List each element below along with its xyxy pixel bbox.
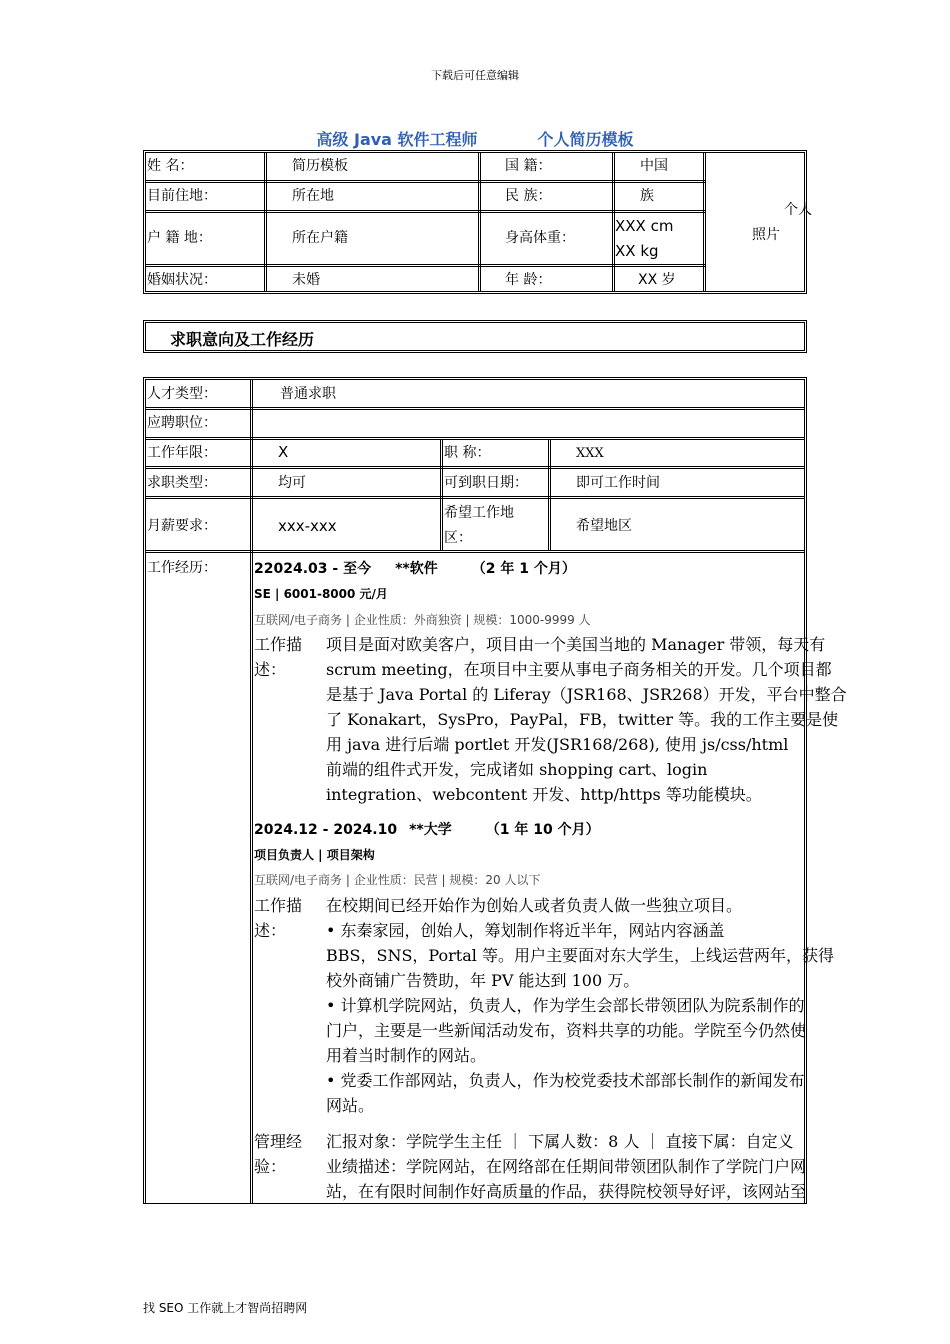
- job2-desc-line: • 党委工作部网站，负责人，作为校党委技术部部长制作的新闻发布: [326, 1071, 805, 1090]
- job-type-value: 均可: [278, 475, 306, 491]
- job2-desc-label: [254, 893, 318, 943]
- age-value: XX 岁: [638, 272, 676, 288]
- page-title: [0, 127, 950, 150]
- job-title-label: 职 称：: [444, 445, 491, 461]
- job2-desc-line: • 东秦家园，创始人，筹划制作将近半年，网站内容涵盖: [326, 921, 725, 940]
- salary-value: xxx-xxx: [278, 517, 337, 535]
- job-title-value: XXX: [576, 446, 604, 461]
- hukou-value: 所在户籍: [292, 230, 348, 246]
- job-type-label: 求职类型：: [147, 475, 217, 491]
- work-area-label-2: 区：: [444, 530, 472, 546]
- position-label: 应聘职位：: [147, 415, 217, 431]
- name-value: 简历模板: [292, 158, 348, 174]
- talent-type-label: 人才类型：: [147, 386, 217, 402]
- mgmt-label-2: 验：: [254, 1157, 287, 1176]
- job2-desc-line: • 计算机学院网站，负责人，作为学生会部长带领团队为院系制作的: [326, 996, 805, 1015]
- job1-desc-line: scrum meeting，在项目中主要从事电子商务相关的开发。几个项目都: [326, 660, 832, 679]
- mgmt-line: 站，在有限时间制作好高质量的作品，获得院校领导好评，该网站至: [326, 1182, 807, 1201]
- job2-desc-line: 用着当时制作的网站。: [326, 1046, 487, 1065]
- job1-header: [254, 558, 576, 578]
- job1-desc-line: 是基于 Java Portal 的 Liferay（JSR168、JSR268）开发，平台中整合: [326, 685, 847, 704]
- title-part-1: 高级 Java 软件工程师: [316, 130, 478, 149]
- residence-value: 所在地: [292, 188, 334, 204]
- header-note: 下载后可任意编辑: [431, 69, 519, 82]
- job2-header: [254, 819, 600, 839]
- job2-desc-line: BBS，SNS，Portal 等。用户主要面对东大学生，上线运营两年，获得: [326, 946, 834, 965]
- mgmt-label-1: 管理经: [254, 1132, 303, 1151]
- job2-desc-label-1: 工作描: [254, 896, 303, 915]
- available-date-value: 即可工作时间: [576, 475, 660, 491]
- job1-meta: 互联网/电子商务 | 企业性质：外商独资 | 规模：1000-9999 人: [254, 613, 591, 627]
- job1-desc-label-1: 工作描: [254, 635, 303, 654]
- marital-label: 婚姻状况：: [147, 272, 217, 288]
- talent-type-value: 普通求职: [280, 386, 336, 402]
- job1-description: [326, 632, 916, 807]
- job2-duration: （1 年 10 个月）: [485, 822, 600, 838]
- nation-label: 国 籍：: [505, 158, 552, 174]
- age-label: 年 龄：: [505, 272, 552, 288]
- job1-desc-line: 项目是面对欧美客户，项目由一个美国当地的 Manager 带领，每天有: [326, 635, 826, 654]
- job1-period: 22024.03 - 至今: [254, 561, 372, 577]
- photo-placeholder: [752, 198, 812, 248]
- available-date-label: 可到职日期：: [444, 475, 528, 491]
- job1-company: **软件: [395, 561, 438, 577]
- job1-desc-line: integration、webcontent 开发、http/https 等功能模块。: [326, 785, 762, 804]
- salary-label: 月薪要求：: [147, 518, 217, 534]
- ethnic-label: 民 族：: [505, 188, 552, 204]
- job2-description: [326, 893, 916, 1118]
- mgmt-line: 汇报对象：学院学生主任 ｜ 下属人数：8 人 ｜ 直接下属：自定义: [326, 1132, 794, 1151]
- job2-desc-label-2: 述：: [254, 921, 287, 940]
- job2-meta: 互联网/电子商务 | 企业性质：民营 | 规模：20 人以下: [254, 873, 541, 887]
- job2-desc-line: 网站。: [326, 1096, 375, 1115]
- mgmt-experience: [326, 1129, 916, 1204]
- height-weight-label: 身高体重：: [505, 230, 575, 246]
- work-experience-label: 工作经历：: [147, 560, 217, 576]
- job2-period: 2024.12 - 2024.10: [254, 822, 398, 838]
- job1-desc-label: [254, 632, 318, 682]
- job1-role: SE | 6001-8000 元/月: [254, 587, 388, 601]
- job2-desc-line: 校外商铺广告赞助，年 PV 能达到 100 万。: [326, 971, 640, 990]
- title-part-2: 个人简历模板: [537, 130, 634, 149]
- job2-role: 项目负责人 | 项目架构: [254, 848, 375, 862]
- name-label: 姓 名：: [147, 158, 194, 174]
- photo-text-2: 照片: [752, 227, 780, 243]
- job2-company: **大学: [409, 822, 452, 838]
- height-value: XXX cm: [615, 217, 674, 235]
- ethnic-value: 族: [640, 188, 654, 204]
- footer-note: 找 SEO 工作就上才智尚招聘网: [143, 1301, 308, 1315]
- work-years-label: 工作年限：: [147, 445, 217, 461]
- work-area-label-1: 希望工作地: [444, 505, 514, 521]
- job1-desc-label-2: 述：: [254, 660, 287, 679]
- job2-desc-line: 门户，主要是一些新闻活动发布，资料共享的功能。学院至今仍然使: [326, 1021, 807, 1040]
- work-years-value: X: [278, 443, 289, 461]
- photo-text-1: 个人: [784, 202, 812, 218]
- hukou-label: 户 籍 地：: [147, 230, 212, 246]
- section-title: 求职意向及工作经历: [170, 330, 315, 349]
- mgmt-label: [254, 1129, 318, 1179]
- job1-desc-line: 用 java 进行后端 portlet 开发(JSR168/268), 使用 js/css/html: [326, 735, 789, 754]
- job2-desc-line: 在校期间已经开始作为创始人或者负责人做一些独立项目。: [326, 896, 743, 915]
- nation-value: 中国: [640, 158, 668, 174]
- marital-value: 未婚: [292, 272, 320, 288]
- job1-duration: （2 年 1 个月）: [471, 561, 576, 577]
- work-area-value: 希望地区: [576, 518, 632, 534]
- residence-label: 目前住地：: [147, 188, 217, 204]
- mgmt-line: 业绩描述：学院网站，在网络部在任期间带领团队制作了学院门户网: [326, 1157, 807, 1176]
- job1-desc-line: 前端的组件式开发，完成诸如 shopping cart、login: [326, 760, 708, 779]
- job1-desc-line: 了 Konakart，SysPro，PayPal，FB，twitter 等。我的工作主要是使: [326, 710, 839, 729]
- weight-value: XX kg: [615, 242, 659, 260]
